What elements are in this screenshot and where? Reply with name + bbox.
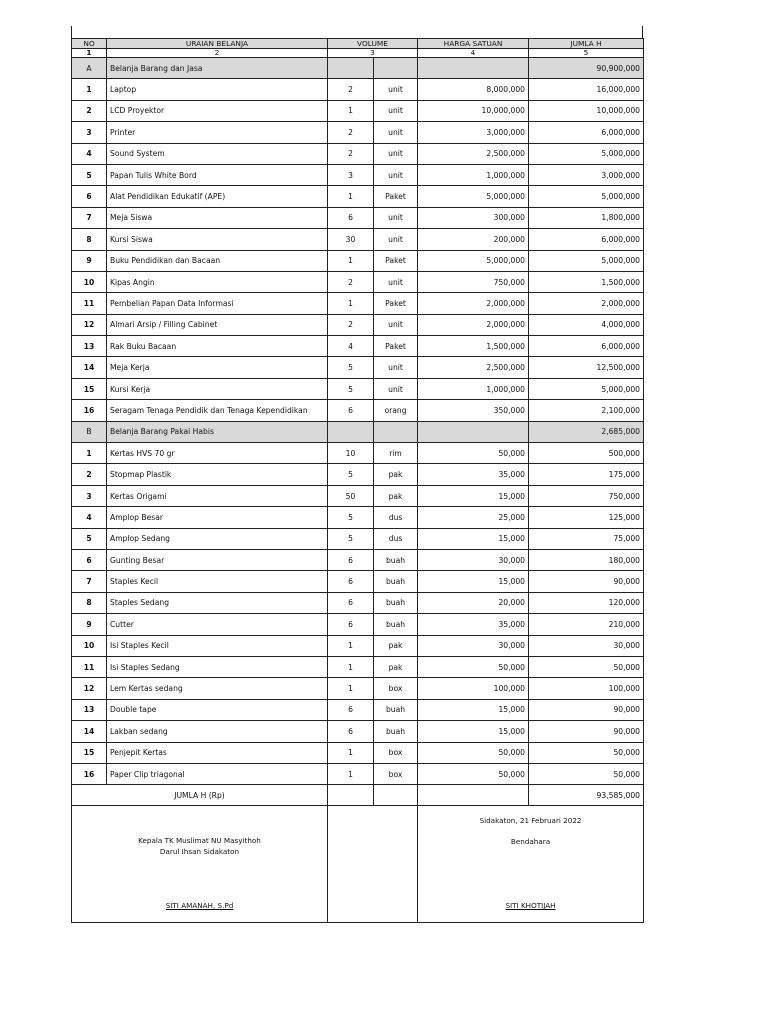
table-row [72,186,644,207]
item-price: 35,000 [418,464,529,485]
item-name: Kipas Angin [107,271,328,292]
table-row [72,635,644,656]
header-index-uraian: 2 [107,49,328,58]
item-unit: box [374,742,418,763]
item-no: 8 [72,229,107,250]
item-total: 16,000,000 [529,79,644,100]
item-qty: 6 [328,592,374,613]
section-unit [374,58,418,79]
item-price: 15,000 [418,721,529,742]
item-qty: 2 [328,79,374,100]
item-total: 4,000,000 [529,314,644,335]
header-no: NO [72,39,107,49]
item-qty: 1 [328,656,374,677]
item-name: LCD Proyektor [107,100,328,121]
item-qty: 6 [328,614,374,635]
table-row [72,378,644,399]
item-price: 2,000,000 [418,293,529,314]
item-unit: unit [374,378,418,399]
signature-row [72,806,644,923]
item-no: 12 [72,678,107,699]
item-no: 9 [72,614,107,635]
item-unit: Paket [374,336,418,357]
table-row [72,721,644,742]
item-qty: 30 [328,229,374,250]
item-name: Seragam Tenaga Pendidik dan Tenaga Kependidikan [107,400,328,421]
item-qty: 1 [328,678,374,699]
item-total: 3,000,000 [529,164,644,185]
item-unit: unit [374,314,418,335]
item-qty: 4 [328,336,374,357]
item-price: 1,000,000 [418,164,529,185]
header-index-volume: 3 [328,49,418,58]
item-total: 10,000,000 [529,100,644,121]
table-row [72,528,644,549]
item-total: 2,000,000 [529,293,644,314]
item-unit: unit [374,207,418,228]
section-qty [328,58,374,79]
table-row [72,443,644,464]
item-unit: pak [374,656,418,677]
item-total: 50,000 [529,656,644,677]
item-total: 6,000,000 [529,229,644,250]
item-unit: pak [374,635,418,656]
item-name: Staples Sedang [107,592,328,613]
header-harga: HARGA SATUAN [418,39,529,49]
section-total: 90,900,000 [529,58,644,79]
item-total: 750,000 [529,485,644,506]
table-row [72,314,644,335]
section-price [418,421,529,442]
table-row [72,614,644,635]
item-name: Lakban sedang [107,721,328,742]
item-unit: unit [374,122,418,143]
section-code: B [72,421,107,442]
item-name: Kursi Siswa [107,229,328,250]
item-qty: 5 [328,357,374,378]
signature-mid-cell [328,806,418,923]
item-unit: unit [374,79,418,100]
table-row [72,656,644,677]
item-no: 15 [72,378,107,399]
item-qty: 1 [328,635,374,656]
item-total: 5,000,000 [529,250,644,271]
item-no: 4 [72,143,107,164]
item-name: Cutter [107,614,328,635]
item-qty: 6 [328,721,374,742]
right-signer-name: SITI KHOTIJAH [505,901,556,911]
item-qty: 2 [328,271,374,292]
item-qty: 1 [328,293,374,314]
header-index-row [72,49,644,58]
item-no: 13 [72,699,107,720]
item-qty: 5 [328,464,374,485]
item-qty: 5 [328,528,374,549]
item-unit: unit [374,100,418,121]
item-unit: unit [374,143,418,164]
grand-total-qty [328,785,374,806]
item-total: 5,000,000 [529,143,644,164]
item-unit: unit [374,164,418,185]
item-unit: unit [374,229,418,250]
item-unit: buah [374,549,418,570]
right-signer-title: Bendahara [510,837,551,847]
item-price: 25,000 [418,507,529,528]
header-uraian: URAIAN BELANJA [107,39,328,49]
item-no: 11 [72,656,107,677]
item-qty: 6 [328,549,374,570]
section-code: A [72,58,107,79]
budget-table [71,38,644,923]
table-row [72,763,644,784]
item-unit: unit [374,271,418,292]
item-name: Printer [107,122,328,143]
top-right-border [642,26,643,38]
item-price: 300,000 [418,207,529,228]
table-row [72,592,644,613]
item-qty: 2 [328,143,374,164]
item-price: 3,000,000 [418,122,529,143]
item-price: 50,000 [418,742,529,763]
item-no: 14 [72,721,107,742]
section-row [72,58,644,79]
item-price: 50,000 [418,443,529,464]
table-row [72,79,644,100]
table-row [72,571,644,592]
item-qty: 1 [328,100,374,121]
section-total: 2,685,000 [529,421,644,442]
item-total: 180,000 [529,549,644,570]
item-name: Lem Kertas sedang [107,678,328,699]
item-name: Meja Kerja [107,357,328,378]
item-no: 16 [72,763,107,784]
table-row [72,229,644,250]
item-total: 100,000 [529,678,644,699]
item-total: 90,000 [529,721,644,742]
section-row [72,421,644,442]
item-name: Amplop Sedang [107,528,328,549]
item-no: 2 [72,464,107,485]
section-price [418,58,529,79]
left-signer-title-2: Darul Ihsan Sidakaton [159,847,240,857]
item-name: Paper Clip triagonal [107,763,328,784]
item-price: 10,000,000 [418,100,529,121]
item-price: 50,000 [418,763,529,784]
item-qty: 6 [328,571,374,592]
item-no: 1 [72,79,107,100]
item-unit: buah [374,614,418,635]
item-qty: 5 [328,378,374,399]
item-no: 8 [72,592,107,613]
item-name: Kertas Origami [107,485,328,506]
item-name: Papan Tulis White Bord [107,164,328,185]
item-total: 50,000 [529,742,644,763]
item-total: 75,000 [529,528,644,549]
table-row [72,357,644,378]
item-price: 50,000 [418,656,529,677]
grand-total-value: 93,585,000 [529,785,644,806]
item-no: 4 [72,507,107,528]
header-index-no: 1 [72,49,107,58]
item-name: Sound System [107,143,328,164]
item-qty: 50 [328,485,374,506]
item-unit: Paket [374,293,418,314]
item-qty: 1 [328,742,374,763]
item-unit: Paket [374,250,418,271]
item-total: 1,800,000 [529,207,644,228]
item-unit: buah [374,571,418,592]
item-price: 15,000 [418,485,529,506]
item-total: 5,000,000 [529,186,644,207]
item-total: 1,500,000 [529,271,644,292]
table-row [72,742,644,763]
item-price: 350,000 [418,400,529,421]
item-price: 5,000,000 [418,250,529,271]
section-title: Belanja Barang dan Jasa [107,58,328,79]
table-row [72,507,644,528]
item-no: 7 [72,571,107,592]
item-no: 13 [72,336,107,357]
grand-total-label: JUMLA H (Rp) [72,785,328,806]
item-total: 2,100,000 [529,400,644,421]
grand-total-price [418,785,529,806]
table-row [72,400,644,421]
item-total: 125,000 [529,507,644,528]
table-row [72,699,644,720]
item-qty: 1 [328,250,374,271]
item-no: 15 [72,742,107,763]
item-unit: rim [374,443,418,464]
item-price: 750,000 [418,271,529,292]
item-total: 175,000 [529,464,644,485]
item-price: 5,000,000 [418,186,529,207]
grand-total-unit [374,785,418,806]
item-no: 14 [72,357,107,378]
item-price: 15,000 [418,528,529,549]
item-price: 15,000 [418,571,529,592]
item-price: 200,000 [418,229,529,250]
item-name: Meja Siswa [107,207,328,228]
item-no: 6 [72,549,107,570]
item-no: 7 [72,207,107,228]
table-row [72,122,644,143]
item-unit: box [374,678,418,699]
header-volume: VOLUME [328,39,418,49]
table-row [72,293,644,314]
item-unit: dus [374,528,418,549]
item-unit: Paket [374,186,418,207]
item-total: 90,000 [529,699,644,720]
section-qty [328,421,374,442]
table-row [72,549,644,570]
item-total: 50,000 [529,763,644,784]
item-unit: buah [374,699,418,720]
item-total: 210,000 [529,614,644,635]
item-price: 2,500,000 [418,357,529,378]
item-name: Staples Kecil [107,571,328,592]
item-price: 2,500,000 [418,143,529,164]
item-qty: 2 [328,122,374,143]
table-row [72,250,644,271]
item-qty: 10 [328,443,374,464]
item-total: 90,000 [529,571,644,592]
table-row [72,336,644,357]
item-price: 100,000 [418,678,529,699]
top-left-border [71,26,72,38]
item-name: Stopmap Plastik [107,464,328,485]
item-unit: pak [374,485,418,506]
grand-total-row [72,785,644,806]
item-unit: box [374,763,418,784]
item-no: 3 [72,122,107,143]
header-index-jumlah: 5 [529,49,644,58]
item-no: 10 [72,271,107,292]
item-name: Gunting Besar [107,549,328,570]
item-total: 6,000,000 [529,122,644,143]
item-name: Penjepit Kertas [107,742,328,763]
item-no: 2 [72,100,107,121]
place-date: Sidakaton, 21 Februari 2022 [479,816,582,826]
item-qty: 5 [328,507,374,528]
item-total: 6,000,000 [529,336,644,357]
item-name: Kursi Kerja [107,378,328,399]
item-no: 11 [72,293,107,314]
item-no: 6 [72,186,107,207]
item-total: 120,000 [529,592,644,613]
table-row [72,164,644,185]
item-no: 9 [72,250,107,271]
table-row [72,100,644,121]
item-no: 5 [72,164,107,185]
table-row [72,207,644,228]
item-price: 30,000 [418,549,529,570]
section-title: Belanja Barang Pakai Habis [107,421,328,442]
item-total: 500,000 [529,443,644,464]
header-index-harga: 4 [418,49,529,58]
table-row [72,485,644,506]
item-price: 15,000 [418,699,529,720]
item-no: 10 [72,635,107,656]
item-qty: 2 [328,314,374,335]
item-price: 8,000,000 [418,79,529,100]
item-name: Double tape [107,699,328,720]
header-row [72,39,644,49]
item-unit: unit [374,357,418,378]
item-no: 3 [72,485,107,506]
item-qty: 6 [328,699,374,720]
item-unit: buah [374,592,418,613]
item-unit: buah [374,721,418,742]
left-signer-title-1: Kepala TK Muslimat NU Masyithoh [138,836,261,846]
item-name: Kertas HVS 70 gr [107,443,328,464]
item-price: 20,000 [418,592,529,613]
item-price: 1,500,000 [418,336,529,357]
signature-right-cell [418,806,644,923]
item-name: Pembelian Papan Data Informasi [107,293,328,314]
item-price: 1,000,000 [418,378,529,399]
item-qty: 1 [328,763,374,784]
table-row [72,271,644,292]
item-no: 5 [72,528,107,549]
left-signer-name: SITI AMANAH, S.Pd [165,901,234,911]
item-price: 35,000 [418,614,529,635]
item-no: 1 [72,443,107,464]
item-total: 12,500,000 [529,357,644,378]
header-jumlah: JUMLA H [529,39,644,49]
item-total: 5,000,000 [529,378,644,399]
signature-left-cell [72,806,328,923]
item-total: 30,000 [529,635,644,656]
item-name: Laptop [107,79,328,100]
item-name: Buku Pendidikan dan Bacaan [107,250,328,271]
section-unit [374,421,418,442]
item-qty: 6 [328,207,374,228]
item-price: 2,000,000 [418,314,529,335]
item-name: Alat Pendidikan Edukatif (APE) [107,186,328,207]
table-row [72,464,644,485]
item-qty: 6 [328,400,374,421]
item-no: 16 [72,400,107,421]
item-name: Almari Arsip / Filling Cabinet [107,314,328,335]
item-unit: dus [374,507,418,528]
item-unit: orang [374,400,418,421]
item-qty: 3 [328,164,374,185]
table-row [72,143,644,164]
table-row [72,678,644,699]
item-name: Amplop Besar [107,507,328,528]
item-price: 30,000 [418,635,529,656]
item-name: Isi Staples Sedang [107,656,328,677]
item-unit: pak [374,464,418,485]
item-name: Isi Staples Kecil [107,635,328,656]
item-no: 12 [72,314,107,335]
item-qty: 1 [328,186,374,207]
item-name: Rak Buku Bacaan [107,336,328,357]
